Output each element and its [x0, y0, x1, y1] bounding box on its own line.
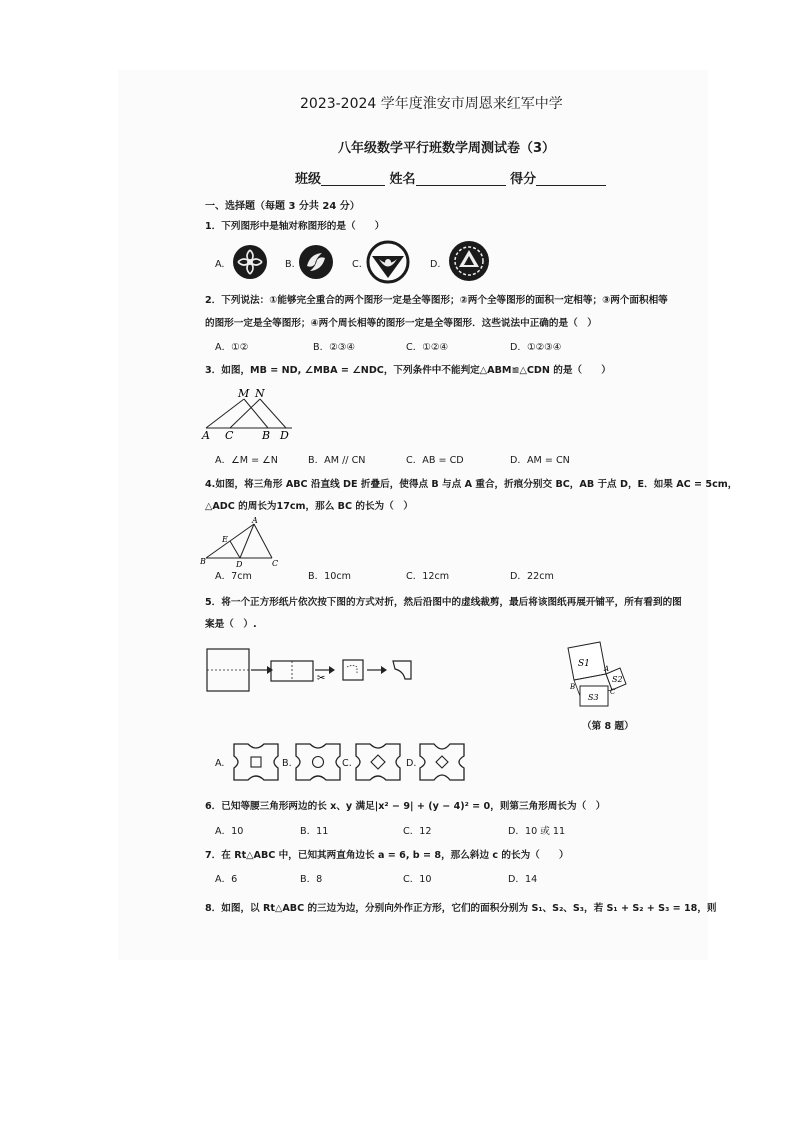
q5-label-a: A. [215, 758, 225, 769]
q3-label-m: M [238, 387, 250, 400]
svg-text:✂: ✂ [317, 673, 326, 684]
q5-line1: 5．将一个正方形纸片依次按下图的方式对折，然后沿图中的虚线裁剪，最后将该图纸再展开铺平，所有看到的图 [205, 597, 682, 608]
name-label: 姓名 [389, 172, 416, 187]
q7-option-d: D．14 [508, 874, 538, 885]
student-info-line [295, 173, 606, 186]
q4-figure [200, 516, 280, 570]
q1-label-d: D. [430, 259, 441, 270]
score-blank [536, 173, 606, 186]
fig8-label-s3: S3 [588, 693, 599, 702]
q5-line2: 案是（ ）. [205, 619, 257, 630]
q8-stem: 8．如图，以 Rt△ABC 的三边为边，分别向外作正方形，它们的面积分别为 S₁、S₂、S₃，若 S₁ + S₂ + S₃ = 18，则 [205, 903, 717, 914]
q6-option-a: A．10 [215, 826, 244, 837]
q1-label-a: A. [215, 259, 225, 270]
q4-label-c: C [272, 559, 279, 568]
q5-answer-d-icon [418, 742, 466, 782]
fig8-label-c: C [610, 688, 616, 696]
q3-label-b: B [262, 429, 271, 442]
q3-label-d: D [280, 429, 289, 442]
q6-option-b: B．11 [300, 826, 329, 837]
fig8-label-b: B [570, 683, 576, 691]
q5-label-c: C. [342, 758, 352, 769]
q4-option-d: D．22cm [510, 571, 554, 582]
q7-option-a: A．6 [215, 874, 238, 885]
school-line: 2023-2024 学年度淮安市周恩来红军中学 [300, 96, 563, 112]
q3-stem: 3．如图，MB = ND, ∠MBA = ∠NDC，下列条件中不能判定△ABM≌△CDN 的是（ ） [205, 365, 611, 376]
q2-option-b: B．②③④ [313, 342, 355, 353]
section-title: 一、选择题（每题 3 分共 24 分） [205, 201, 360, 212]
q4-option-a: A．7cm [215, 571, 252, 582]
q1-label-b: B. [285, 259, 295, 270]
test-title: 八年级数学平行班数学周测试卷（3） [338, 141, 556, 156]
q4-label-e: E [222, 535, 228, 544]
q4-line2: △ADC 的周长为17cm，那么 BC 的长为（ ） [205, 501, 413, 512]
q6-option-d: D．10 或 11 [508, 826, 566, 837]
q7-option-c: C．10 [403, 874, 432, 885]
q4-label-d: D [236, 560, 243, 569]
q2-line2: 的图形一定是全等图形；④两个周长相等的图形一定是全等图形．这些说法中正确的是（ ） [205, 318, 597, 329]
q1-figure-c-icon [366, 240, 410, 284]
q5-label-d: D. [406, 758, 417, 769]
q4-label-b: B [200, 557, 206, 566]
q3-label-c: C [225, 429, 234, 442]
class-blank [321, 173, 385, 186]
q6-stem: 6．已知等腰三角形两边的长 x、y 满足|x² − 9| + (y − 4)² = 0，则第三角形周长为（ ） [205, 801, 606, 812]
q3-option-c: C．AB = CD [406, 455, 464, 466]
fig8-squares [556, 640, 646, 706]
fig8-label-s1: S1 [578, 659, 590, 669]
q1-figure-d-icon [448, 240, 490, 282]
q7-stem: 7．在 Rt△ABC 中，已知其两直角边长 a = 6, b = 8，那么斜边 c 的长为（ ） [205, 850, 569, 861]
q3-label-n: N [255, 387, 265, 400]
class-label: 班级 [295, 172, 322, 187]
q5-answer-a-icon [232, 742, 280, 782]
q1-figure-b-icon [298, 244, 334, 280]
q2-option-d: D．①②③④ [510, 342, 562, 353]
q1-figure-a-icon [232, 244, 268, 280]
q5-label-b: B. [282, 758, 292, 769]
q3-option-d: D．AM = CN [510, 455, 570, 466]
name-blank [416, 173, 506, 186]
q7-option-b: B．8 [300, 874, 323, 885]
q3-figure [200, 386, 305, 442]
q4-label-a: A [252, 516, 258, 525]
q3-label-a: A [202, 429, 210, 442]
q2-line1: 2．下列说法：①能够完全重合的两个图形一定是全等图形；②两个全等图形的面积一定相等；③两个面积相等 [205, 295, 668, 306]
fig8-label-s2: S2 [612, 675, 623, 684]
q2-option-c: C．①②④ [406, 342, 449, 353]
q4-line1: 4.如图，将三角形 ABC 沿直线 DE 折叠后，使得点 B 与点 A 重合，折痕分别交 BC，AB 于点 D，E．如果 AC = 5cm， [205, 479, 738, 490]
score-label: 得分 [510, 172, 537, 187]
q5-folding-steps [205, 645, 445, 695]
q3-option-a: A．∠M = ∠N [215, 455, 278, 466]
q4-option-c: C．12cm [406, 571, 450, 582]
fig8-label-a: A [604, 665, 610, 673]
q3-option-b: B．AM // CN [308, 455, 366, 466]
q5-answer-c-icon [354, 742, 402, 782]
q5-answer-b-icon [294, 742, 342, 782]
q6-option-c: C．12 [403, 826, 432, 837]
fig8-caption: （第 8 题） [582, 721, 634, 732]
q4-option-b: B．10cm [308, 571, 352, 582]
q1-label-c: C. [352, 259, 362, 270]
q2-option-a: A．①② [215, 342, 249, 353]
q1-stem: 1．下列图形中是轴对称图形的是（ ） [205, 221, 385, 232]
